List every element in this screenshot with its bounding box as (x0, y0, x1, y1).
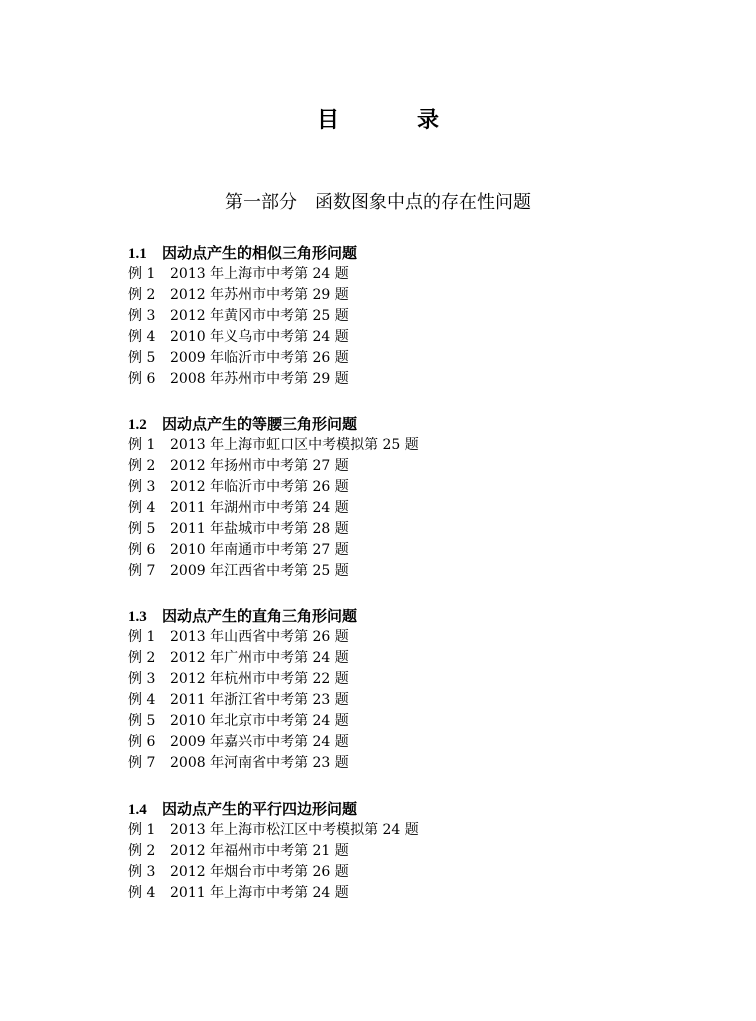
entry-label: 例 1 (128, 437, 156, 453)
section-heading[interactable] (128, 798, 648, 820)
toc-entry[interactable] (128, 369, 648, 390)
section-heading[interactable] (128, 605, 648, 627)
part-title: 第一部分 函数图象中点的存在性问题 (225, 192, 531, 213)
toc-section (128, 413, 648, 582)
toc-entry[interactable] (128, 561, 648, 582)
toc-section (128, 605, 648, 774)
entry-label: 例 2 (128, 843, 156, 859)
entry-text: 2011 年盐城市中考第 28 题 (170, 521, 349, 537)
toc-entry[interactable] (128, 669, 648, 690)
toc-entry[interactable] (128, 753, 648, 774)
toc-entry[interactable] (128, 883, 648, 904)
entry-label: 例 3 (128, 308, 156, 324)
section-number: 1.3 (128, 609, 147, 625)
section-heading[interactable] (128, 413, 648, 435)
entry-text: 2011 年湖州市中考第 24 题 (170, 500, 349, 516)
entry-label: 例 1 (128, 629, 156, 645)
entry-label: 例 6 (128, 734, 156, 750)
entry-label: 例 1 (128, 822, 156, 838)
toc-entry[interactable] (128, 456, 648, 477)
entry-label: 例 3 (128, 479, 156, 495)
section-number: 1.2 (128, 417, 147, 433)
entry-text: 2012 年广州市中考第 24 题 (170, 650, 349, 666)
entry-label: 例 4 (128, 885, 156, 901)
entry-text: 2013 年上海市虹口区中考模拟第 25 题 (170, 437, 419, 453)
entry-text: 2012 年临沂市中考第 26 题 (170, 479, 349, 495)
toc-entry[interactable] (128, 306, 648, 327)
entry-text: 2012 年扬州市中考第 27 题 (170, 458, 349, 474)
toc-entry[interactable] (128, 435, 648, 456)
entry-text: 2012 年烟台市中考第 26 题 (170, 864, 349, 880)
entry-text: 2012 年黄冈市中考第 25 题 (170, 308, 349, 324)
entry-label: 例 2 (128, 287, 156, 303)
toc-entry[interactable] (128, 648, 648, 669)
entry-text: 2013 年山西省中考第 26 题 (170, 629, 349, 645)
toc-section (128, 242, 648, 390)
toc-entry[interactable] (128, 711, 648, 732)
section-heading[interactable] (128, 242, 648, 264)
toc-entry[interactable] (128, 498, 648, 519)
entry-text: 2011 年浙江省中考第 23 题 (170, 692, 349, 708)
entry-label: 例 5 (128, 713, 156, 729)
toc-section (128, 798, 648, 904)
toc-entry[interactable] (128, 264, 648, 285)
toc-entry[interactable] (128, 841, 648, 862)
entry-text: 2009 年江西省中考第 25 题 (170, 563, 349, 579)
entry-text: 2009 年嘉兴市中考第 24 题 (170, 734, 349, 750)
entry-label: 例 4 (128, 329, 156, 345)
entry-label: 例 5 (128, 521, 156, 537)
entry-text: 2012 年杭州市中考第 22 题 (170, 671, 349, 687)
entry-label: 例 1 (128, 266, 156, 282)
entry-text: 2008 年河南省中考第 23 题 (170, 755, 349, 771)
toc-entry[interactable] (128, 477, 648, 498)
toc-entry[interactable] (128, 519, 648, 540)
entry-label: 例 6 (128, 542, 156, 558)
section-title: 因动点产生的等腰三角形问题 (162, 415, 358, 433)
entry-label: 例 7 (128, 563, 156, 579)
entry-text: 2012 年苏州市中考第 29 题 (170, 287, 349, 303)
entry-text: 2013 年上海市松江区中考模拟第 24 题 (170, 822, 419, 838)
entry-text: 2011 年上海市中考第 24 题 (170, 885, 349, 901)
toc-entry[interactable] (128, 540, 648, 561)
entry-label: 例 3 (128, 671, 156, 687)
entry-label: 例 2 (128, 650, 156, 666)
entry-label: 例 2 (128, 458, 156, 474)
toc-entry[interactable] (128, 348, 648, 369)
section-title: 因动点产生的直角三角形问题 (162, 607, 358, 625)
entry-text: 2009 年临沂市中考第 26 题 (170, 350, 349, 366)
toc-entry[interactable] (128, 732, 648, 753)
toc-entry[interactable] (128, 327, 648, 348)
toc-entry[interactable] (128, 690, 648, 711)
entry-label: 例 6 (128, 371, 156, 387)
entry-label: 例 7 (128, 755, 156, 771)
entry-text: 2010 年北京市中考第 24 题 (170, 713, 349, 729)
section-title: 因动点产生的平行四边形问题 (162, 800, 358, 818)
entry-label: 例 5 (128, 350, 156, 366)
entry-label: 例 3 (128, 864, 156, 880)
entry-text: 2013 年上海市中考第 24 题 (170, 266, 349, 282)
section-title: 因动点产生的相似三角形问题 (162, 244, 358, 262)
page-title: 目 录 (316, 108, 467, 133)
toc-entry[interactable] (128, 285, 648, 306)
entry-text: 2010 年南通市中考第 27 题 (170, 542, 349, 558)
entry-text: 2008 年苏州市中考第 29 题 (170, 371, 349, 387)
section-number: 1.4 (128, 802, 147, 818)
toc-entry[interactable] (128, 627, 648, 648)
entry-label: 例 4 (128, 692, 156, 708)
entry-text: 2010 年义乌市中考第 24 题 (170, 329, 349, 345)
entry-label: 例 4 (128, 500, 156, 516)
toc-entry[interactable] (128, 862, 648, 883)
toc-entry[interactable] (128, 820, 648, 841)
section-number: 1.1 (128, 246, 147, 262)
entry-text: 2012 年福州市中考第 21 题 (170, 843, 349, 859)
